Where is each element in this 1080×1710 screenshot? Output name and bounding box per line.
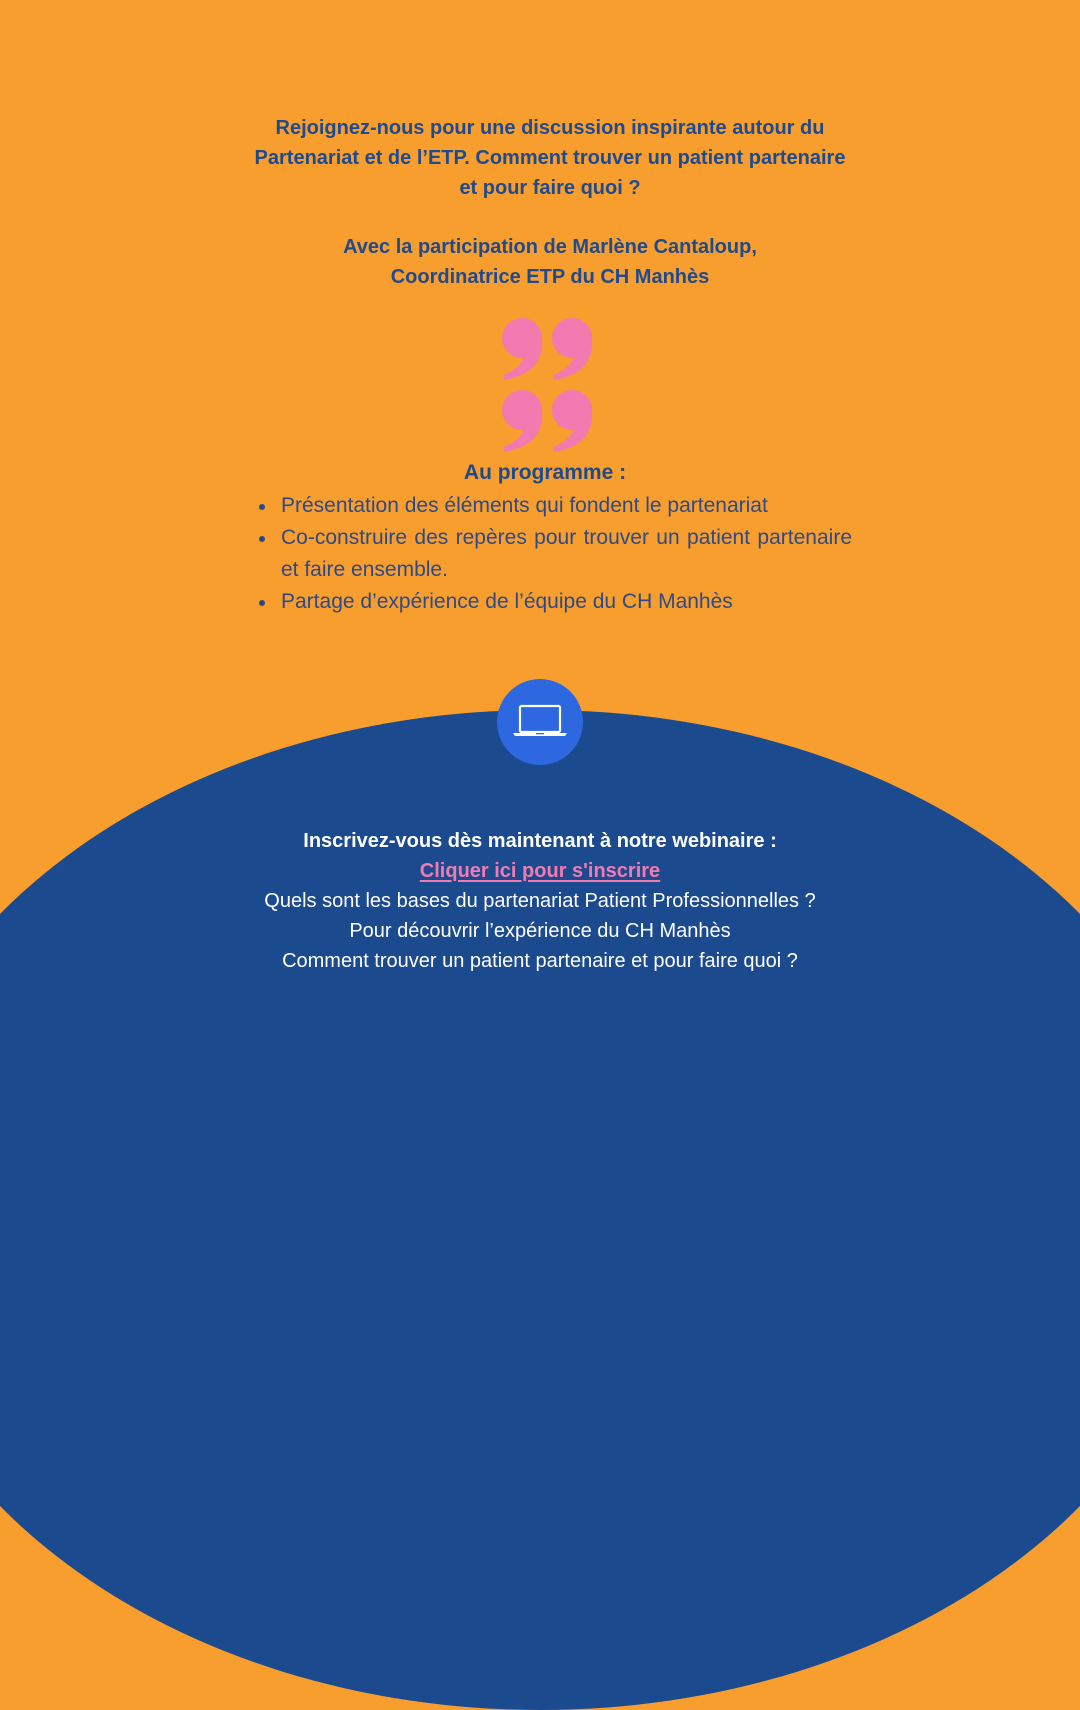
signup-line: Comment trouver un patient partenaire et pour faire quoi ? (282, 950, 798, 972)
signup-section (140, 826, 940, 976)
intro-paragraph: Rejoignez-nous pour une discussion inspirante autour du Partenariat et de l’ETP. Comment trouver un patient partenaire et pour faire quoi ? (254, 117, 846, 199)
signup-call-to-action: Inscrivez-vous dès maintenant à notre webinaire : (303, 830, 777, 852)
laptop-icon-badge (497, 679, 583, 765)
speaker-role: Coordinatrice ETP du CH Manhès (390, 266, 710, 288)
laptop-icon (511, 697, 569, 747)
signup-line: Quels sont les bases du partenariat Patient Professionnelles ? (264, 890, 816, 912)
program-title: Au programme : (463, 461, 627, 484)
program-list (258, 490, 852, 618)
quotation-marks-icon (500, 316, 596, 382)
speaker-line: Avec la participation de Marlène Cantaloup, (343, 236, 757, 258)
signup-link[interactable]: Cliquer ici pour s'inscrire (419, 860, 661, 882)
intro-text (230, 113, 870, 292)
program-item: Présentation des éléments qui fondent le partenariat (258, 490, 852, 522)
quotation-marks-icon (500, 388, 596, 454)
program-item: Partage d’expérience de l’équipe du CH Manhès (258, 586, 852, 618)
signup-line: Pour découvrir l’expérience du CH Manhès (349, 920, 731, 942)
program-item: Co-construire des repères pour trouver un patient partenaire et faire ensemble. (258, 522, 852, 586)
